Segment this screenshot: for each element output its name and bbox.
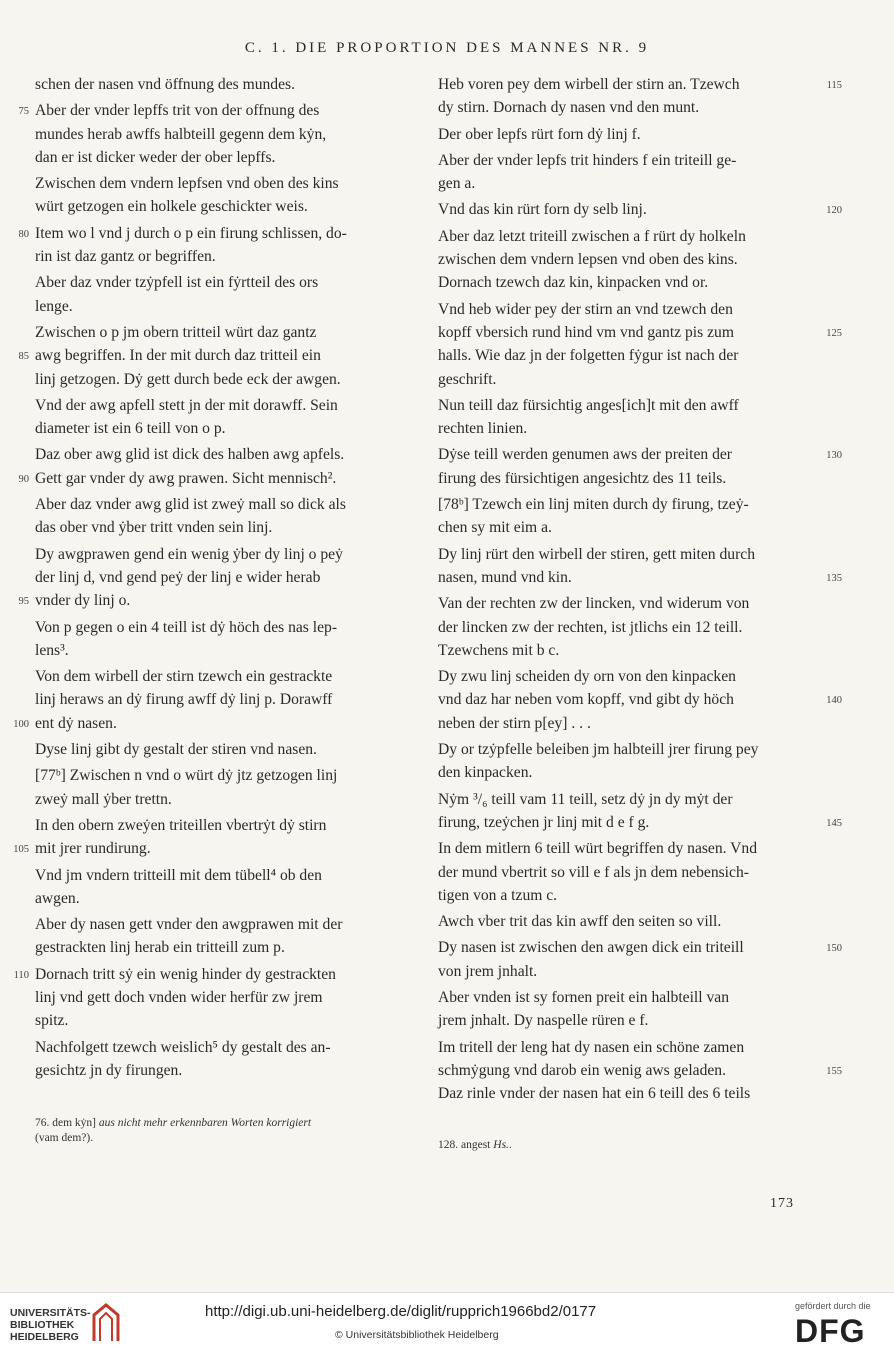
text-line xyxy=(35,543,395,566)
text-line xyxy=(438,321,842,344)
paragraph xyxy=(18,543,395,613)
text-line xyxy=(438,712,800,735)
paragraph xyxy=(438,149,800,196)
text-line xyxy=(13,712,395,735)
line-number: 105 xyxy=(13,844,29,856)
line-number: 110 xyxy=(13,969,29,981)
left-text-column xyxy=(13,73,395,1085)
text-line xyxy=(35,172,395,195)
text-line xyxy=(35,394,395,417)
line-text: Tzewchens mit b c. xyxy=(438,641,560,659)
line-text: Daz rinle vnder der nasen hat ein 6 teill des 6 teils xyxy=(438,1085,751,1103)
line-text: mundes herab awffs halbteill gegenn dem kẏn, xyxy=(35,125,327,143)
line-text: Vnd das kin rürt forn dy selb linj. xyxy=(438,201,647,219)
paragraph xyxy=(438,543,842,590)
line-text: Aber daz letzt triteill zwischen a f rürt dy holkeln xyxy=(438,227,746,245)
line-number: 75 xyxy=(18,106,29,118)
line-text: gestrackten linj herab ein tritteill zum p. xyxy=(35,939,285,957)
line-text: awgen. xyxy=(35,889,80,907)
line-text: Dornach tritt sẏ ein wenig hinder dy gestrackten xyxy=(35,965,336,983)
line-text: linj getzogen. Dẏ gett durch bede eck der awgen. xyxy=(35,370,341,388)
paragraph xyxy=(13,963,395,1033)
line-text: gen a. xyxy=(438,175,476,193)
permalink-url[interactable]: http://digi.ub.uni-heidelberg.de/diglit/rupprich1966bd2/0177 xyxy=(205,1303,597,1320)
paragraph xyxy=(18,222,395,269)
text-line xyxy=(438,1009,800,1032)
line-text: Aber dy nasen gett vnder den awgprawen mit der xyxy=(35,916,343,934)
text-line xyxy=(438,516,800,539)
line-number: 115 xyxy=(826,80,842,91)
line-text: spitz. xyxy=(35,1012,69,1030)
text-line xyxy=(35,738,395,761)
line-text: In dem mitlern 6 teill würt begriffen dy nasen. Vnd xyxy=(438,840,758,858)
paragraph xyxy=(35,394,395,441)
line-number: 125 xyxy=(826,327,842,339)
text-line xyxy=(438,368,800,391)
text-line xyxy=(35,516,395,539)
text-line xyxy=(35,123,395,146)
footnote-left-prefix: 76. dem kẏn] xyxy=(35,1117,97,1129)
line-text: [78ᵇ] Tzewch ein linj miten durch dy firung, tzeẏ- xyxy=(438,496,749,514)
paragraph xyxy=(35,73,395,96)
text-line xyxy=(35,566,395,589)
dfg-logo: DFG xyxy=(795,1313,866,1349)
text-line xyxy=(438,443,842,466)
text-line xyxy=(35,146,395,169)
text-line xyxy=(438,298,800,321)
line-text: Im tritell der leng hat dy nasen ein schöne zamen xyxy=(438,1038,745,1056)
text-line xyxy=(35,73,395,96)
text-line xyxy=(438,738,800,761)
footnote-left-suffix: (vam dem?). xyxy=(35,1132,94,1144)
line-text: neben der stirn p[ey] . . . xyxy=(438,714,591,732)
paragraph xyxy=(35,172,395,219)
library-logo-icon xyxy=(90,1301,124,1345)
line-number: 90 xyxy=(18,473,29,485)
line-text: kopff vbersich rund hind vm vnd gantz pis zum xyxy=(438,323,734,341)
funder-note: gefördert durch die xyxy=(795,1301,871,1311)
paragraph xyxy=(35,271,395,318)
line-text: würt getzogen ein holkele geschickter weis. xyxy=(35,198,308,216)
text-line xyxy=(438,271,800,294)
text-line xyxy=(35,665,395,688)
copyright-notice: © Universitätsbibliothek Heidelberg xyxy=(335,1329,499,1341)
library-logo-text xyxy=(10,1307,91,1343)
text-line xyxy=(18,589,395,612)
line-number: 100 xyxy=(13,718,29,730)
line-text: dan er ist dicker weder der ober lepffs. xyxy=(35,148,276,166)
line-text: vnd daz har neben vom kopff, vnd gibt dy höch xyxy=(438,691,734,709)
paragraph xyxy=(18,443,395,490)
text-line xyxy=(438,639,800,662)
text-line xyxy=(35,887,395,910)
paragraph xyxy=(438,493,800,540)
line-text: lens³. xyxy=(35,641,69,659)
text-line xyxy=(35,986,395,1009)
line-text: Gett gar vnder dy awg prawen. Sicht mennisch². xyxy=(35,469,337,487)
line-text: Dy zwu linj scheiden dy orn von den kinpacken xyxy=(438,668,736,686)
line-text: gesichtz jn dy firungen. xyxy=(35,1061,183,1079)
paragraph xyxy=(438,837,800,907)
text-line xyxy=(438,248,800,271)
line-text: halls. Wie daz jn der folgetten fẏgur ist nach der xyxy=(438,347,739,365)
line-text: Nẏm ³/₆ teill vam 11 teill, setz dẏ jn dy mẏt der xyxy=(438,790,733,808)
paragraph xyxy=(438,394,800,441)
line-number: 120 xyxy=(826,205,842,217)
line-text: Dy nasen ist zwischen den awgen dick ein triteill xyxy=(438,939,744,957)
paragraph xyxy=(438,225,800,295)
text-line xyxy=(438,225,800,248)
line-text: jrem jnhalt. Dy naspelle rüren e f. xyxy=(438,1012,649,1030)
footnote-right-prefix: 128. angest xyxy=(438,1139,491,1151)
line-text: zwischen dem vndern lepsen vnd oben des kins. xyxy=(438,251,738,269)
text-line xyxy=(438,543,800,566)
text-line xyxy=(438,172,800,195)
line-text: Daz ober awg glid ist dick des halben awg apfels. xyxy=(35,446,345,464)
text-line xyxy=(35,245,395,268)
line-text: chen sy mit eim a. xyxy=(438,519,552,537)
line-text: Von dem wirbell der stirn tzewch ein gestrackte xyxy=(35,668,333,686)
line-text: vnder dy linj o. xyxy=(35,592,131,610)
text-line xyxy=(438,884,800,907)
paragraph xyxy=(438,73,842,120)
paragraph xyxy=(438,123,800,146)
line-text: Van der rechten zw der lincken, vnd widerum von xyxy=(438,595,750,613)
text-line xyxy=(35,493,395,516)
line-text: ent dẏ nasen. xyxy=(35,714,117,732)
line-text: diameter ist ein 6 teill von o p. xyxy=(35,420,226,438)
line-number: 145 xyxy=(826,817,842,829)
footnote-left xyxy=(35,1116,395,1146)
text-line xyxy=(35,1059,395,1082)
line-text: rin ist daz gantz or begriffen. xyxy=(35,248,216,266)
text-line xyxy=(35,271,395,294)
text-line xyxy=(438,149,800,172)
text-line xyxy=(438,788,800,811)
line-number: 80 xyxy=(18,228,29,240)
line-text: firung, tzeẏchen jr linj mit d e f g. xyxy=(438,813,650,831)
page-number: 173 xyxy=(770,1196,794,1211)
text-line xyxy=(35,195,395,218)
text-line xyxy=(35,321,395,344)
line-text: [77ᵇ] Zwischen n vnd o würt dẏ jtz getzogen linj xyxy=(35,767,338,785)
line-text: Zwischen dem vndern lepfsen vnd oben des kins xyxy=(35,175,339,193)
line-number: 95 xyxy=(18,596,29,608)
paragraph xyxy=(13,665,395,735)
paragraph xyxy=(438,665,842,735)
line-text: Aber daz vnder awg glid ist zweẏ mall so dick als xyxy=(35,496,346,514)
text-line xyxy=(438,96,800,119)
paragraph xyxy=(438,738,800,785)
line-text: Aber daz vnder tzẏpfell ist ein fẏrtteil des ors xyxy=(35,274,319,292)
text-line xyxy=(438,910,800,933)
paragraph xyxy=(438,298,842,391)
line-text: Dyse linj gibt dy gestalt der stiren vnd nasen. xyxy=(35,741,317,759)
line-text: linj vnd gett doch vnden wider herfür zw jrem xyxy=(35,988,323,1006)
institution-line: HEIDELBERG xyxy=(10,1331,79,1343)
running-header: C. 1. DIE PROPORTION DES MANNES NR. 9 xyxy=(244,40,650,56)
line-text: Vnd heb wider pey der stirn an vnd tzewch den xyxy=(438,300,733,318)
line-text: den kinpacken. xyxy=(438,764,533,782)
line-text: Dẏse teill werden genumen aws der preiten der xyxy=(438,446,733,464)
paragraph xyxy=(18,99,395,169)
line-text: Aber vnden ist sy fornen preit ein halbteill van xyxy=(438,988,730,1006)
institution-line: UNIVERSITÄTS- xyxy=(10,1307,91,1319)
paragraph xyxy=(438,936,842,983)
footnote-right-italic: Hs. xyxy=(493,1139,509,1151)
line-text: von jrem jnhalt. xyxy=(438,962,538,980)
footnote-right: 128. angest Hs.. xyxy=(438,1139,512,1151)
text-line xyxy=(438,986,800,1009)
paragraph xyxy=(13,814,395,861)
line-number: 140 xyxy=(826,695,842,707)
text-line xyxy=(35,1009,395,1032)
line-text: Zwischen o p jm obern tritteil würt daz gantz xyxy=(35,323,317,341)
text-line xyxy=(35,417,395,440)
line-text: Dy linj rürt den wirbell der stiren, gett miten durch xyxy=(438,545,755,563)
text-line xyxy=(438,811,842,834)
text-line xyxy=(438,1059,842,1082)
paragraph xyxy=(438,986,800,1033)
line-text: Dy awgprawen gend ein wenig ẏber dy linj o peẏ xyxy=(35,545,343,563)
paragraph xyxy=(35,764,395,811)
line-text: rechten linien. xyxy=(438,420,528,438)
paragraph xyxy=(35,1036,395,1083)
text-line xyxy=(438,1036,800,1059)
text-line xyxy=(438,936,842,959)
line-number: 130 xyxy=(826,450,842,462)
line-number: 135 xyxy=(826,572,842,584)
line-text: der mund vbertrit so vill e f als jn dem nebensich- xyxy=(438,863,749,881)
institution-line: BIBLIOTHEK xyxy=(10,1319,75,1331)
line-text: das ober vnd ẏber tritt vnden sein linj. xyxy=(35,519,273,537)
line-text: Dornach tzewch daz kin, kinpacken vnd or. xyxy=(438,274,709,292)
text-line xyxy=(18,467,395,490)
text-line xyxy=(438,123,800,146)
line-text: Aber der vnder lepffs trit von der offnung des xyxy=(35,102,320,120)
right-text-column xyxy=(438,73,842,1108)
paragraph xyxy=(35,738,395,761)
paragraph xyxy=(35,616,395,663)
line-text: Dy or tzẏpfelle beleiben jm halbteill jrer firung pey xyxy=(438,741,759,759)
paragraph xyxy=(438,788,842,835)
text-line xyxy=(35,764,395,787)
line-text: Heb voren pey dem wirbell der stirn an. Tzewch xyxy=(438,76,740,93)
text-line xyxy=(438,566,842,589)
text-line xyxy=(35,295,395,318)
line-text: Aber der vnder lepfs trit hinders f ein triteill ge- xyxy=(438,151,737,169)
text-line xyxy=(35,443,395,466)
text-line xyxy=(438,960,800,983)
line-number: 150 xyxy=(826,943,842,955)
paragraph xyxy=(438,198,842,221)
line-text: mit jrer rundirung. xyxy=(35,840,151,858)
text-line xyxy=(438,417,800,440)
text-line xyxy=(438,467,800,490)
text-line xyxy=(438,837,800,860)
line-text: Vnd der awg apfell stett jn der mit dorawff. Sein xyxy=(35,396,338,414)
footnote-left-italic: aus nicht mehr erkennbaren Worten korrigiert xyxy=(98,1117,312,1129)
line-text: zweẏ mall ẏber trettn. xyxy=(35,790,172,808)
line-text: lenge. xyxy=(35,297,73,315)
text-line xyxy=(438,592,800,615)
text-line xyxy=(35,368,395,391)
line-text: Nun teill daz fürsichtig anges[ich]t mit den awff xyxy=(438,396,739,414)
text-line xyxy=(438,394,800,417)
text-line xyxy=(438,761,800,784)
line-text: dy stirn. Dornach dy nasen vnd den munt. xyxy=(438,99,700,117)
line-text: schmẏgung vnd darob ein wenig aws geladen. xyxy=(438,1061,726,1079)
text-line xyxy=(438,73,842,96)
paragraph xyxy=(438,910,800,933)
line-number: 85 xyxy=(18,351,29,363)
text-line xyxy=(438,198,842,221)
paragraph xyxy=(35,913,395,960)
text-line xyxy=(35,936,395,959)
text-line xyxy=(13,963,395,986)
line-text: Der ober lepfs rürt forn dẏ linj f. xyxy=(438,125,641,143)
line-text: In den obern zweẏen triteillen vbertrẏt dẏ stirn xyxy=(35,816,327,834)
text-line xyxy=(438,665,800,688)
line-text: Awch vber trit das kin awff den seiten so vill. xyxy=(438,913,722,931)
paragraph xyxy=(35,493,395,540)
text-line xyxy=(438,344,800,367)
paragraph xyxy=(438,592,800,662)
text-line xyxy=(35,616,395,639)
line-text: Vnd jm vndern tritteill mit dem tübell⁴ ob den xyxy=(35,866,322,884)
text-line xyxy=(18,99,395,122)
text-line xyxy=(35,913,395,936)
line-text: nasen, mund vnd kin. xyxy=(438,568,572,586)
text-line xyxy=(35,814,395,837)
text-line xyxy=(438,616,800,639)
line-text: geschrift. xyxy=(438,370,497,388)
line-text: linj heraws an dẏ firung awff dẏ linj p. Dorawff xyxy=(35,691,333,709)
line-text: der lincken zw der rechten, ist jtlichs ein 12 teill. xyxy=(438,618,743,636)
paragraph xyxy=(18,321,395,391)
text-line xyxy=(438,493,800,516)
footer-bar xyxy=(0,1292,894,1355)
line-text: der linj d, vnd gend peẏ der linj e wider herab xyxy=(35,568,321,586)
text-line xyxy=(18,222,395,245)
paragraph xyxy=(438,443,842,490)
line-text: firung des fürsichtigen angesichtz des 11 teils. xyxy=(438,469,727,487)
text-line xyxy=(35,639,395,662)
line-text: Von p gegen o ein 4 teill ist dẏ höch des nas lep- xyxy=(35,618,338,636)
line-text: schen der nasen vnd öffnung des mundes. xyxy=(35,76,295,93)
line-text: Nachfolgett tzewch weislich⁵ dy gestalt des an- xyxy=(35,1038,331,1056)
paragraph xyxy=(35,864,395,911)
text-line xyxy=(438,861,800,884)
text-line xyxy=(35,864,395,887)
line-text: tigen von a tzum c. xyxy=(438,886,558,904)
text-line xyxy=(13,837,395,860)
line-text: Item wo l vnd j durch o p ein firung schlissen, do- xyxy=(35,224,347,242)
text-line xyxy=(35,1036,395,1059)
text-line xyxy=(438,688,842,711)
text-line xyxy=(35,788,395,811)
text-line xyxy=(18,344,395,367)
text-line xyxy=(438,1082,800,1105)
text-line xyxy=(35,688,395,711)
line-text: awg begriffen. In der mit durch daz tritteil ein xyxy=(35,347,321,365)
line-number: 155 xyxy=(826,1065,842,1077)
paragraph xyxy=(438,1036,842,1106)
